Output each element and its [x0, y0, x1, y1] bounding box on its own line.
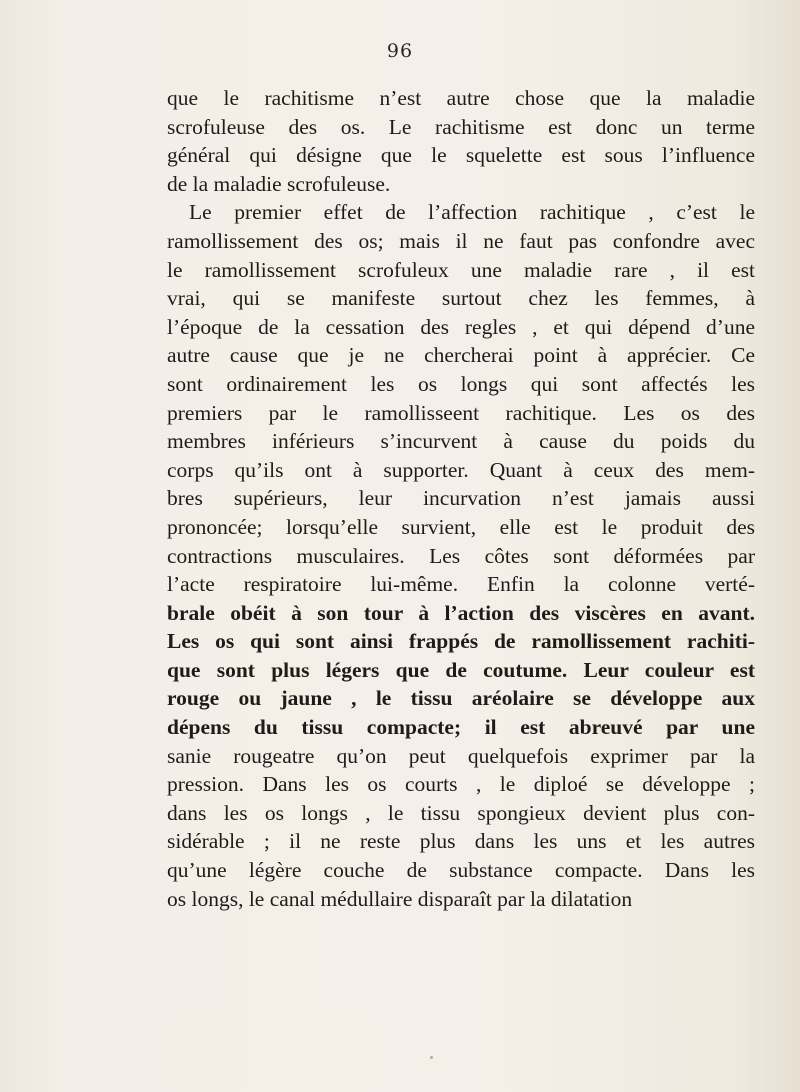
page-body-text — [167, 84, 755, 913]
text-line: membres inférieurs s’incurvent à cause du poids du — [167, 429, 755, 454]
text-line: sanie rougeatre qu’on peut quelquefois exprimer par la — [167, 743, 755, 768]
text-line: premiers par le ramollisseent rachitique. Les os des — [167, 400, 755, 425]
text-line: que sont plus légers que de coutume. Leur couleur est — [167, 657, 755, 682]
paper-speck — [430, 1056, 433, 1059]
text-line: l’époque de la cessation des regles , et qui dépend d’une — [167, 314, 755, 339]
text-line: qu’une légère couche de substance compacte. Dans les — [167, 858, 755, 883]
text-line: prononcée; lorsqu’elle survient, elle est le produit des — [167, 514, 755, 539]
text-line: général qui désigne que le squelette est sous l’influence — [167, 143, 755, 168]
text-line: que le rachitisme n’est autre chose que la maladie — [167, 86, 755, 110]
text-line: brale obéit à son tour à l’action des viscères en avant. — [167, 600, 755, 625]
text-line: sidérable ; il ne reste plus dans les uns et les autres — [167, 829, 755, 854]
text-line: le ramollissement scrofuleux une maladie rare , il est — [167, 257, 755, 282]
text-line: vrai, qui se manifeste surtout chez les femmes, à — [167, 286, 755, 311]
text-line: rouge ou jaune , le tissu aréolaire se développe aux — [167, 686, 755, 711]
text-line: sont ordinairement les os longs qui sont affectés les — [167, 371, 755, 396]
text-line: scrofuleuse des os. Le rachitisme est donc un terme — [167, 114, 755, 139]
text-line: os longs, le canal médullaire disparaît par la dilatation — [167, 886, 633, 911]
text-line: dans les os longs , le tissu spongieux devient plus con- — [167, 800, 755, 825]
text-line: dépens du tissu compacte; il est abreuvé par une — [167, 715, 755, 740]
text-line: l’acte respiratoire lui-même. Enfin la colonne verté- — [167, 572, 755, 597]
text-line: ramollissement des os; mais il ne faut pas confondre avec — [167, 228, 755, 253]
text-line: pression. Dans les os courts , le diploé se développe ; — [167, 772, 755, 797]
text-line: autre cause que je ne chercherai point à apprécier. Ce — [167, 343, 755, 368]
text-line: bres supérieurs, leur incurvation n’est jamais aussi — [167, 486, 755, 511]
text-line: de la maladie scrofuleuse. — [167, 171, 391, 196]
page-number: 96 — [386, 40, 414, 62]
text-line: Les os qui sont ainsi frappés de ramollissement rachiti- — [167, 629, 755, 654]
text-line: corps qu’ils ont à supporter. Quant à ceux des mem- — [167, 457, 755, 482]
text-line: contractions musculaires. Les côtes sont déformées par — [167, 543, 755, 568]
text-line: Le premier effet de l’affection rachitique , c’est le — [189, 200, 755, 225]
